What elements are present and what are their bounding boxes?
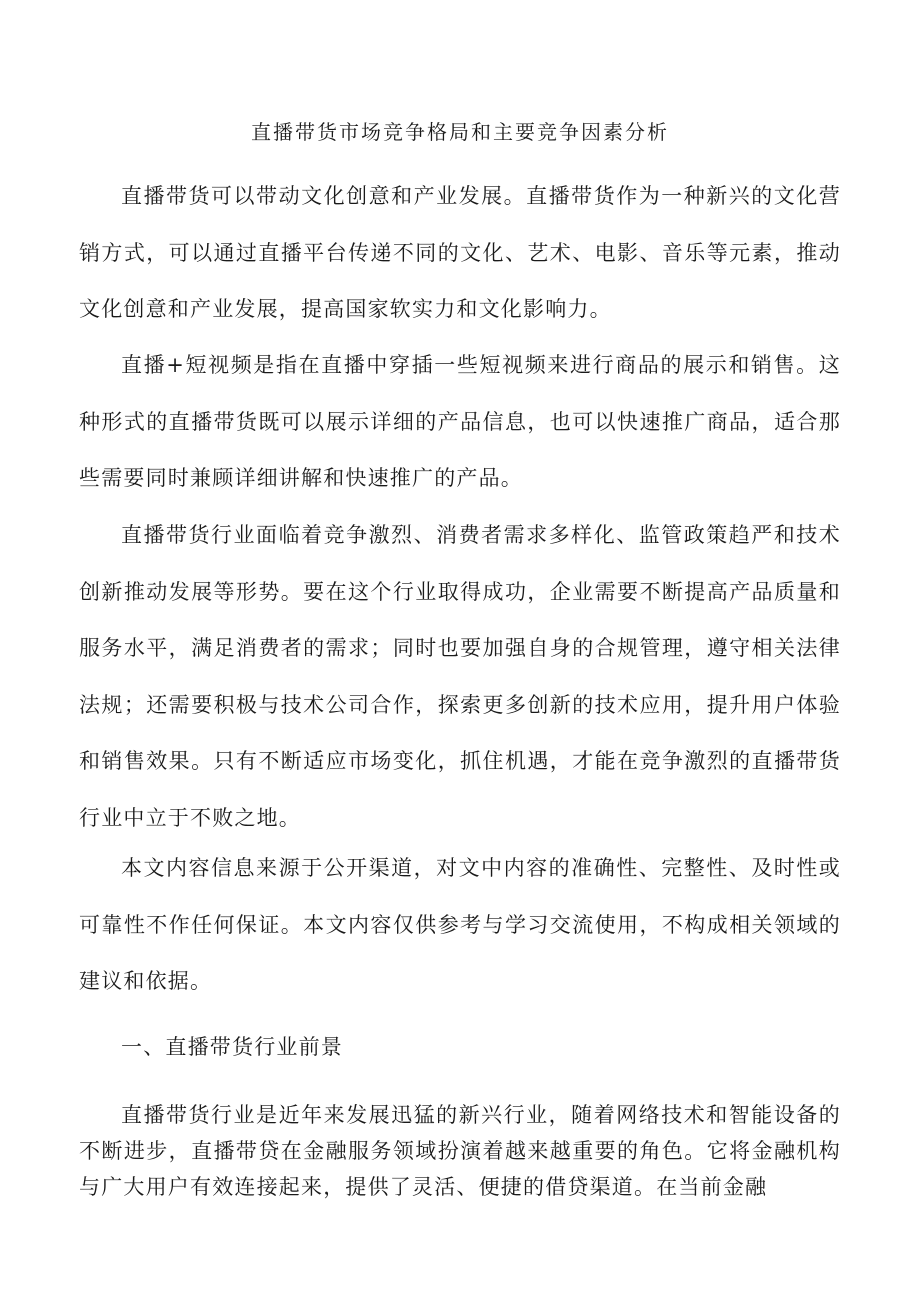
paragraph-disclaimer: 本文内容信息来源于公开渠道，对文中内容的准确性、完整性、及时性或可靠性不作任何保证。本文内容仅供参考与学习交流使用，不构成相关领域的建议和依据。 bbox=[79, 856, 841, 993]
paragraph-cultural-industry: 直播带货可以带动文化创意和产业发展。直播带货作为一种新兴的文化营销方式，可以通过直播平台传递不同的文化、艺术、电影、音乐等元素，推动文化创意和产业发展，提高国家软实力和文化影响力。 bbox=[79, 184, 841, 321]
paragraph-live-short-video: 直播+短视频是指在直播中穿插一些短视频来进行商品的展示和销售。这种形式的直播带货既可以展示详细的产品信息，也可以快速推广商品，适合那些需要同时兼顾详细讲解和快速推广的产品。 bbox=[79, 353, 841, 490]
section-heading-industry-outlook: 一、直播带货行业前景 bbox=[121, 1035, 343, 1059]
paragraph-industry-situation: 直播带货行业面临着竞争激烈、消费者需求多样化、监管政策趋严和技术创新推动发展等形势。要在这个行业取得成功，企业需要不断提高产品质量和服务水平，满足消费者的需求；同时也要加强自身的合规管理，遵守相关法律法规；还需要积极与技术公司合作，探索更多创新的技术应用，提升用户体验和销售效果。只有不断适应市场变化，抓住机遇，才能在竞争激烈的直播带货行业中立于不败之地。 bbox=[79, 523, 841, 830]
paragraph-industry-outlook: 直播带货行业是近年来发展迅猛的新兴行业，随着网络技术和智能设备的不断进步，直播带贷在金融服务领域扮演着越来越重要的角色。它将金融机构与广大用户有效连接起来，提供了灵活、便捷的借贷渠道。在当前金融 bbox=[79, 1103, 841, 1199]
document-title: 直播带货市场竞争格局和主要竞争因素分析 bbox=[251, 120, 669, 144]
